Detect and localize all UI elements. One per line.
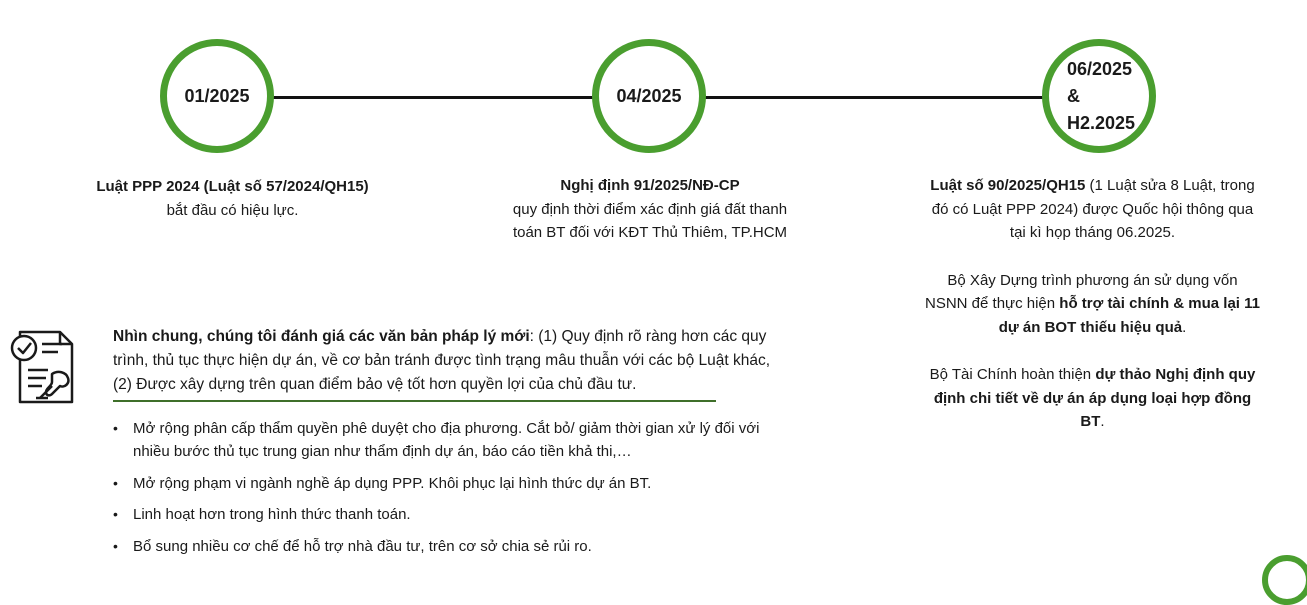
timeline-date-1: 01/2025 <box>184 85 250 106</box>
caption-3-law-text: (1 Luật sửa 8 Luật, trong đó có Luật PPP 2024) được Quốc hội thông qua tại kì họp tháng 06.2025. <box>931 177 1255 241</box>
caption-1-title: Luật PPP 2024 (Luật số 57/2024/QH15) <box>96 178 369 195</box>
divider <box>113 400 716 402</box>
caption-1 <box>60 175 405 222</box>
caption-3-para-3 <box>925 363 1260 434</box>
caption-3-bxd-bold: hỗ trợ tài chính & mua lại 11 dự án BOT thiếu hiệu quả <box>998 295 1260 336</box>
caption-2-title: Nghị định 91/2025/NĐ-CP <box>560 177 740 194</box>
document-approval-icon <box>6 326 78 406</box>
caption-3-bxd-text: Bộ Xây Dựng trình phương án sử dụng vốn NSNN để thực hiện <box>925 271 1238 312</box>
caption-3-btc-bold: dự thảo Nghị định quy định chi tiết về dự án áp dụng loại hợp đồng BT <box>933 366 1256 430</box>
bullet-item: • Mở rộng phân cấp thẩm quyền phê duyệt cho địa phương. Cắt bỏ/ giảm thời gian xử lý đối với nhiều bước thủ tục trung gian như thẩm định dự án, báo cáo tiền khả thi,… <box>113 417 783 463</box>
timeline-date-2: 04/2025 <box>616 85 682 106</box>
bullet-item: • Mở rộng phạm vi ngành nghề áp dụng PPP. Khôi phục lại hình thức dự án BT. <box>113 472 783 495</box>
caption-3 <box>925 174 1260 434</box>
summary-paragraph <box>113 325 783 397</box>
summary-text: : (1) Quy định rõ ràng hơn các quy trình, thủ tục thực hiện dự án, về cơ bản tránh được tình trạng mâu thuẫn với các bộ Luật khác, (2) Được xây dựng trên quan điểm bảo vệ tốt hơn quyền lợi của chủ đầu tư. <box>113 328 771 393</box>
bullet-item: • Linh hoạt hơn trong hình thức thanh toán. <box>113 503 783 526</box>
timeline-date-3-line1: 06/2025 & <box>1067 58 1133 106</box>
caption-2-line2: quy định thời điểm xác định giá đất thanh <box>512 200 788 218</box>
caption-2 <box>475 174 825 245</box>
corner-circle-decoration <box>1262 555 1307 605</box>
caption-1-text: bắt đầu có hiệu lực. <box>166 201 299 219</box>
bullet-list <box>113 417 783 566</box>
caption-3-bxd-end: . <box>1182 318 1187 336</box>
timeline-date-3-line2: H2.2025 <box>1067 112 1136 133</box>
bullet-item: • Bổ sung nhiều cơ chế để hỗ trợ nhà đầu tư, trên cơ sở chia sẻ rủi ro. <box>113 535 783 558</box>
caption-3-btc-end: . <box>1100 413 1105 430</box>
caption-2-line3: toán BT đối với KĐT Thủ Thiêm, TP.HCM <box>512 224 788 241</box>
timeline-node-2 <box>592 39 706 153</box>
caption-3-law: Luật số 90/2025/QH15 <box>930 177 1086 194</box>
caption-3-btc-text: Bộ Tài Chính hoàn thiện <box>929 366 1096 383</box>
caption-3-para-1 <box>925 174 1260 245</box>
timeline-node-3 <box>1042 39 1156 153</box>
caption-3-para-2 <box>925 269 1260 340</box>
timeline-node-1 <box>160 39 274 153</box>
summary-bold: Nhìn chung, chúng tôi đánh giá các văn bản pháp lý mới <box>113 328 530 345</box>
